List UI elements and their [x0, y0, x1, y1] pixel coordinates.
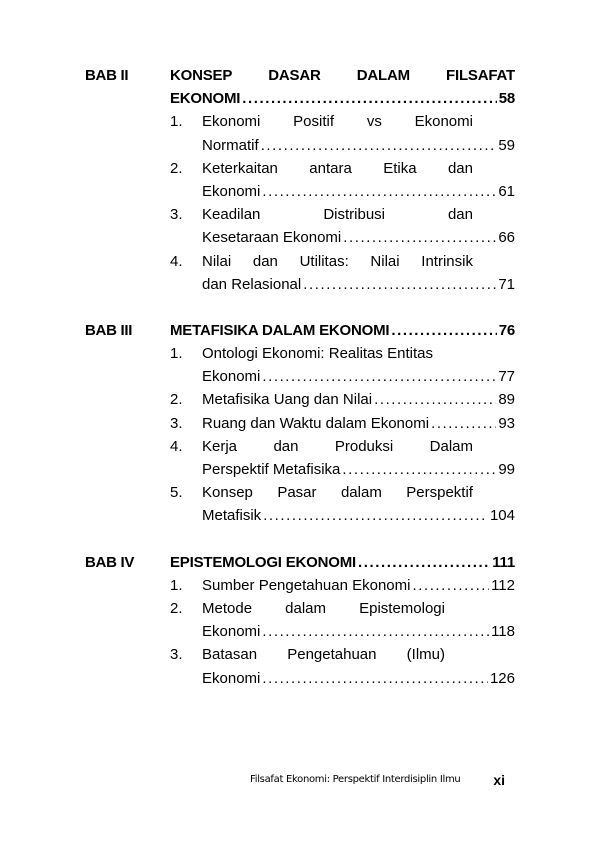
item-leader-line — [202, 365, 515, 388]
dot-leader — [391, 319, 496, 342]
toc-item[interactable] — [85, 481, 515, 504]
word: dalam — [285, 599, 326, 617]
item-leader-line — [202, 180, 515, 203]
chapter-title-line1[interactable] — [170, 64, 515, 87]
word: KONSEP — [170, 67, 233, 84]
item-leader-line — [202, 134, 515, 157]
word: Ekonomi — [414, 113, 473, 131]
item-title-line2: dan Relasional — [202, 275, 302, 293]
page-number: 76 — [498, 321, 515, 339]
page-number: 71 — [498, 275, 515, 293]
chapter-label: BAB III — [85, 321, 133, 339]
word: Perspektif — [406, 484, 473, 502]
page-number: 93 — [498, 414, 515, 432]
item-title-line1 — [202, 643, 445, 666]
toc-entry-chapter[interactable] — [170, 319, 515, 342]
chapter-bab-iii — [85, 319, 515, 528]
word: Dalam — [429, 437, 473, 455]
word: (Ilmu) — [406, 646, 445, 664]
toc-item[interactable] — [85, 412, 515, 435]
item-title-line1 — [202, 481, 473, 504]
toc-item[interactable] — [85, 597, 515, 620]
page-number: 89 — [498, 391, 515, 409]
word: Utilitas: — [299, 252, 349, 270]
page-number: 118 — [491, 623, 515, 641]
word: Konsep — [202, 484, 253, 502]
word: dan — [447, 159, 473, 177]
page-number: 126 — [489, 669, 515, 687]
word: dan — [273, 437, 299, 455]
item-title-line2: Perspektif Metafisika — [202, 461, 341, 478]
word: Keadilan — [202, 206, 261, 224]
item-number: 2. — [170, 391, 183, 409]
chapter-title-line2: EKONOMI — [170, 90, 241, 108]
item-leader-line — [202, 574, 515, 597]
page-number: 112 — [491, 576, 515, 594]
word: Etika — [383, 159, 417, 177]
dot-leader — [263, 504, 488, 527]
chapter-title: METAFISIKA DALAM EKONOMI — [170, 321, 390, 339]
dot-leader — [358, 551, 490, 574]
dot-leader — [303, 273, 496, 296]
page-number: 59 — [498, 136, 515, 154]
toc-item-continuation[interactable] — [85, 226, 515, 249]
running-footer-title: Filsafat Ekonomi: Perspektif Interdisiplin Ilmu — [250, 774, 461, 785]
item-title-line2: Ekonomi — [202, 182, 261, 200]
word: Produksi — [334, 437, 394, 455]
word: DASAR — [268, 67, 321, 84]
item-title-line2: Kesetaraan Ekonomi — [202, 229, 342, 247]
toc-item[interactable] — [85, 157, 515, 180]
word: Epistemologi — [359, 599, 445, 617]
word: dan — [447, 206, 473, 224]
toc-item[interactable] — [85, 643, 515, 666]
item-number: 1. — [170, 113, 183, 131]
dot-leader — [262, 365, 496, 388]
dot-leader — [342, 458, 496, 481]
item-number: 2. — [170, 159, 183, 177]
word: Pengetahuan — [287, 646, 377, 664]
toc-item-continuation[interactable] — [85, 180, 515, 203]
toc-item[interactable] — [85, 203, 515, 226]
item-number: 1. — [170, 345, 183, 363]
page-number: 99 — [498, 461, 515, 478]
item-title-line1: Ontologi Ekonomi: Realitas Entitas — [202, 345, 433, 363]
toc-item-continuation[interactable] — [85, 458, 515, 481]
toc-item[interactable] — [85, 388, 515, 411]
item-number: 3. — [170, 646, 183, 664]
toc-item-continuation[interactable] — [85, 504, 515, 527]
item-number: 1. — [170, 576, 183, 594]
page-number-roman: xi — [493, 772, 505, 788]
item-title-line1 — [202, 435, 473, 458]
table-of-contents — [85, 64, 515, 713]
page-footer — [250, 770, 515, 790]
word: dalam — [340, 484, 382, 502]
item-number: 5. — [170, 484, 183, 502]
word: FILSAFAT — [446, 67, 515, 84]
toc-entry-chapter[interactable] — [170, 87, 515, 110]
item-leader-line — [202, 504, 515, 527]
dot-leader — [431, 412, 496, 435]
word: Ekonomi — [202, 113, 261, 131]
dot-leader — [262, 667, 488, 690]
word: DALAM — [356, 67, 410, 84]
toc-item[interactable] — [85, 342, 515, 365]
dot-leader — [412, 574, 489, 597]
word: dan — [252, 252, 278, 270]
item-title: Sumber Pengetahuan Ekonomi — [202, 576, 411, 594]
item-number: 2. — [170, 599, 183, 617]
page-number: 111 — [492, 553, 515, 571]
word: Batasan — [202, 646, 258, 664]
item-number: 4. — [170, 252, 183, 270]
toc-item[interactable] — [85, 574, 515, 597]
item-leader-line — [202, 412, 515, 435]
word: Kerja — [202, 437, 238, 455]
item-title-line1 — [202, 250, 473, 273]
dot-leader — [262, 180, 496, 203]
item-leader-line — [202, 388, 515, 411]
word: Metode — [202, 599, 253, 617]
word: Pasar — [277, 484, 317, 502]
toc-item[interactable] — [85, 435, 515, 458]
page-number: 77 — [498, 368, 515, 386]
toc-item-continuation[interactable] — [85, 273, 515, 296]
page-number: 104 — [489, 507, 515, 525]
item-number: 3. — [170, 206, 183, 224]
word: Nilai — [370, 252, 400, 270]
toc-item[interactable] — [85, 250, 515, 273]
toc-item-continuation[interactable] — [85, 365, 515, 388]
item-leader-line — [202, 667, 515, 690]
dot-leader — [343, 226, 496, 249]
dot-leader — [261, 134, 497, 157]
word: Intrinsik — [421, 252, 473, 270]
item-title: Ruang dan Waktu dalam Ekonomi — [202, 414, 430, 432]
chapter-label: BAB IV — [85, 553, 135, 571]
chapter-title: EPISTEMOLOGI EKONOMI — [170, 553, 357, 571]
item-leader-line — [202, 273, 515, 296]
dot-leader — [374, 388, 496, 411]
item-title-line2: Ekonomi — [202, 368, 261, 386]
item-title-line1 — [202, 110, 473, 133]
toc-item-continuation[interactable] — [85, 667, 515, 690]
item-number: 4. — [170, 437, 183, 455]
item-title: Metafisika Uang dan Nilai — [202, 391, 373, 409]
chapter-label: BAB II — [85, 67, 129, 84]
item-number: 3. — [170, 414, 183, 432]
item-title-line2: Ekonomi — [202, 669, 261, 687]
word: Nilai — [202, 252, 232, 270]
toc-item-continuation[interactable] — [85, 620, 515, 643]
word: vs — [366, 113, 382, 131]
page-number: 58 — [498, 90, 515, 108]
item-title-line2: Ekonomi — [202, 623, 261, 641]
word: Positif — [293, 113, 335, 131]
item-title-line2: Metafisik — [202, 507, 262, 525]
word: Distribusi — [323, 206, 386, 224]
toc-item[interactable] — [85, 110, 515, 133]
toc-item-continuation[interactable] — [85, 134, 515, 157]
item-title-line1 — [202, 157, 473, 180]
item-title-line1 — [202, 597, 445, 620]
dot-leader — [242, 87, 496, 110]
item-leader-line — [202, 226, 515, 249]
chapter-bab-ii — [85, 64, 515, 296]
item-leader-line — [202, 620, 515, 643]
page-number: 66 — [498, 229, 515, 247]
word: antara — [309, 159, 352, 177]
item-title-line1 — [202, 203, 473, 226]
toc-entry-chapter[interactable] — [170, 551, 515, 574]
word: Keterkaitan — [202, 159, 278, 177]
dot-leader — [262, 620, 489, 643]
chapter-bab-iv — [85, 551, 515, 690]
page-number: 61 — [498, 182, 515, 200]
item-title-line2: Normatif — [202, 136, 259, 154]
item-leader-line — [202, 458, 515, 481]
